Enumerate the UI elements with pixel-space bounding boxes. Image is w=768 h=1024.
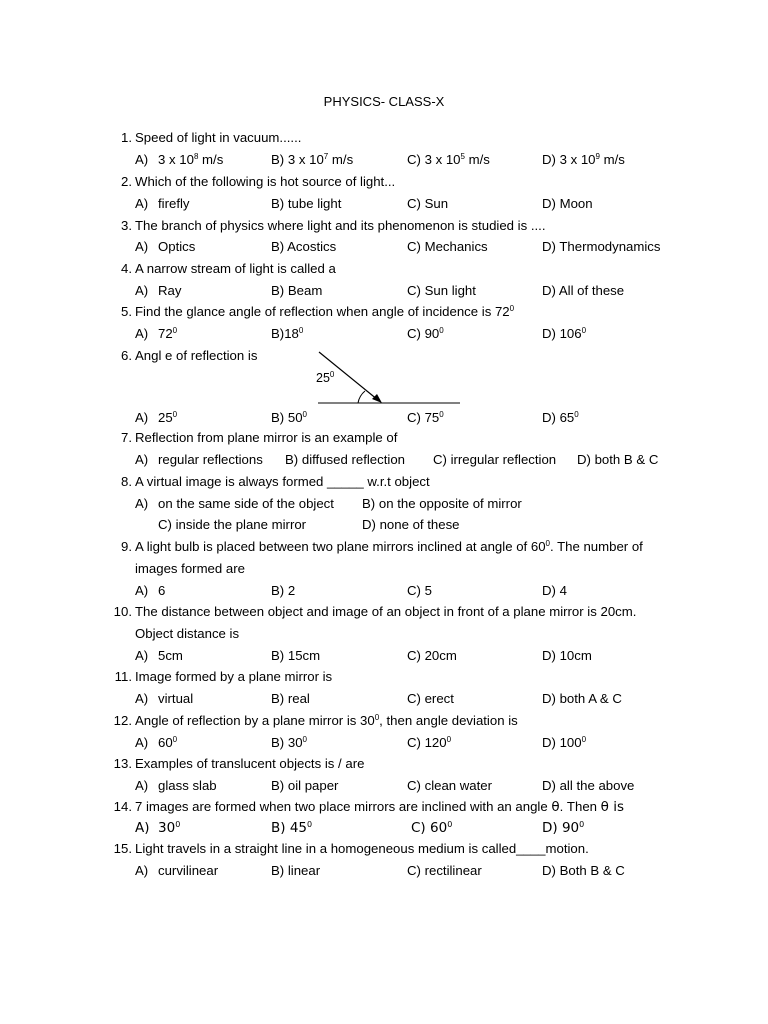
option-c: C) Sun light (407, 283, 476, 298)
question-text: Angle of reflection by a plane mirror is $30^0$, then angle deviation is (135, 713, 518, 728)
worksheet-title: PHYSICS- CLASS-X (323, 94, 445, 109)
option-d: D) Moon (542, 196, 593, 211)
option-a: A) firefly (135, 196, 190, 211)
option-a: A) virtual (135, 691, 194, 706)
option-c: C) $120^0$ (407, 735, 452, 750)
option-b: $B)18^0$ (271, 326, 304, 341)
option-b: B) 2 (271, 583, 296, 598)
option-a: A) 3 x $10^8$ m/s (135, 152, 224, 167)
option-c: C) irregular reflection (433, 452, 557, 467)
option-c: C) Sun (407, 196, 449, 211)
option-c: C) 5 (407, 583, 432, 598)
option-c: C) erect (407, 691, 454, 706)
question-number: 15. (113, 841, 132, 856)
option-a: A) $30^0$ (135, 820, 181, 836)
option-d: D) 3 x $10^9$ m/s (542, 152, 625, 167)
question-text: A light bulb is placed between two plane mirrors inclined at angle of $60^0$. The number of (135, 539, 643, 554)
option-b: B) on the opposite of mirror (362, 496, 522, 511)
question-text: Speed of light in vacuum...... (135, 130, 302, 145)
question-text: Reflection from plane mirror is an example of (135, 430, 398, 445)
arrowhead-icon (372, 394, 382, 403)
option-d: D) both B & C (577, 452, 659, 467)
option-a: A) Ray (135, 283, 182, 298)
reflection-diagram (310, 345, 470, 410)
option-d: D) $106^0$ (542, 326, 587, 341)
question-text: Which of the following is hot source of light... (135, 174, 396, 189)
question-text: The distance between object and image of an object in front of a plane mirror is 20cm. (135, 604, 637, 619)
option-a: A) curvilinear (135, 863, 219, 878)
option-b: B) oil paper (271, 778, 339, 793)
option-d: D) Thermodynamics (542, 239, 661, 254)
option-d: D) none of these (362, 517, 460, 532)
option-a: A) 6 (135, 583, 166, 598)
option-b: B) $45^0$ (271, 820, 313, 836)
option-c: C) inside the plane mirror (158, 517, 307, 532)
option-b: B) diffused reflection (285, 452, 405, 467)
option-d: D) $90^0$ (542, 820, 585, 836)
option-a: A) $72^0$ (135, 326, 178, 341)
option-b: B) linear (271, 863, 321, 878)
option-d: D) 10cm (542, 648, 592, 663)
angle-label: $25^0$ (316, 370, 335, 385)
option-b: B) 3 x $10^7$ m/s (271, 152, 354, 167)
question-text: A virtual image is always formed _____ w.r.t object (135, 474, 430, 489)
option-c: C) 3 x $10^5$ m/s (407, 152, 490, 167)
question-text: Image formed by a plane mirror is (135, 669, 333, 684)
question-number: 8. (121, 474, 132, 489)
question-text: Light travels in a straight line in a homogeneous medium is called____motion. (135, 841, 589, 856)
option-a: A) on the same side of the object (135, 496, 334, 511)
option-b: B) Beam (271, 283, 323, 298)
question-number: 4. (121, 261, 132, 276)
option-c: C) rectilinear (407, 863, 482, 878)
option-a: A) 5cm (135, 648, 183, 663)
question-text: Examples of translucent objects is / are (135, 756, 365, 771)
question-number: 7. (121, 430, 132, 445)
option-b: B) $50^0$ (271, 410, 307, 425)
question-number: 14. (113, 799, 132, 814)
option-b: B) real (271, 691, 310, 706)
option-b: B) Acostics (271, 239, 337, 254)
option-d: D) both A & C (542, 691, 622, 706)
option-c: C) clean water (407, 778, 493, 793)
question-number: 3. (121, 218, 132, 233)
question-number: 2. (121, 174, 132, 189)
option-d: D) $65^0$ (542, 410, 579, 425)
option-c: C) 20cm (407, 648, 457, 663)
option-d: D) Both B & C (542, 863, 625, 878)
option-a: A) glass slab (135, 778, 217, 793)
option-d: D) 4 (542, 583, 567, 598)
option-b: B) 15cm (271, 648, 321, 663)
option-a: A) regular reflections (135, 452, 263, 467)
option-a: A) $25^0$ (135, 410, 178, 425)
option-c: C) $60^0$ (411, 820, 453, 836)
question-number: 10. (113, 604, 132, 619)
option-d: D) all the above (542, 778, 635, 793)
question-number: 5. (121, 304, 132, 319)
option-a: A) $60^0$ (135, 735, 178, 750)
question-text: A narrow stream of light is called a (135, 261, 336, 276)
question-number: 13. (113, 756, 132, 771)
question-number: 9. (121, 539, 132, 554)
option-c: C) $75^0$ (407, 410, 444, 425)
question-text: Angl e of reflection is (135, 348, 258, 363)
option-a: A) Optics (135, 239, 196, 254)
option-d: D) $100^0$ (542, 735, 587, 750)
question-number: 6. (121, 348, 132, 363)
option-b: B) $30^0$ (271, 735, 307, 750)
option-d: D) All of these (542, 283, 625, 298)
question-text: The branch of physics where light and its phenomenon is studied is .... (135, 218, 546, 233)
question-text: 7 images are formed when two place mirrors are inclined with an angle θ. Then θ is (135, 799, 625, 815)
question-number: 1. (121, 130, 132, 145)
option-c: C) $90^0$ (407, 326, 444, 341)
angle-arc (358, 391, 365, 403)
question-number: 12. (113, 713, 132, 728)
option-b: B) tube light (271, 196, 342, 211)
question-number: 11. (114, 669, 132, 684)
question-text: Find the glance angle of reflection when angle of incidence is $72^0$ (135, 304, 515, 319)
option-c: C) Mechanics (407, 239, 488, 254)
